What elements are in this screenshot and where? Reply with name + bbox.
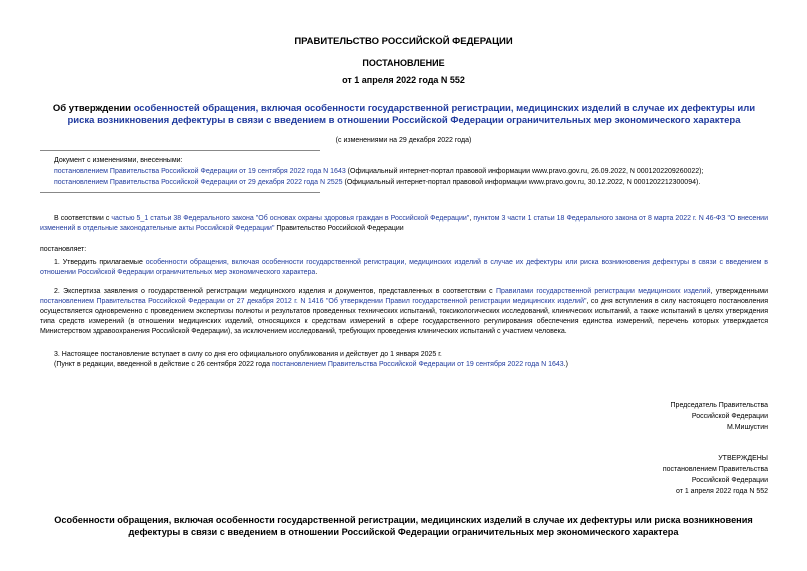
item-1-text-2: . (315, 269, 318, 276)
preamble-text-2: , (469, 215, 474, 222)
item-2-text-1: 2. Экспертиза заявления о государственной регистрации медицинского изделия и документов, представленных в соответствии с (54, 288, 496, 295)
amending-line-1 (54, 166, 774, 177)
item-1-link[interactable]: особенности обращения, включая особенности государственной регистрации, медицинских изделий в случае их дефектуры или риска возникновения дефектуры в связи с введением в отношении Российской Федерации ограничительных мер экономического характера (40, 259, 768, 276)
approval-line-4: от 1 апреля 2022 года N 552 (675, 488, 768, 495)
amending-documents-block (54, 155, 774, 188)
document-title (44, 103, 764, 127)
amending-link-1[interactable]: постановлением Правительства Российской Федерации от 19 сентября 2022 года N 1643 (54, 168, 346, 175)
item-2-link-1[interactable]: Правилами государственной регистрации медицинских изделий (495, 288, 711, 295)
signature-block (671, 400, 768, 433)
item-2-paragraph (40, 287, 768, 337)
document-date-number: от 1 апреля 2022 года N 552 (342, 75, 465, 85)
document-type: ПОСТАНОВЛЕНИЕ (362, 58, 445, 68)
amending-text-1: (Официальный интернет-портал правовой информации www.pravo.gov.ru, 26.09.2022, N 0001202209260022); (345, 168, 704, 175)
item-3-note-text-1: (Пункт в редакции, введенной в действие с 26 сентября 2022 года (54, 361, 272, 368)
item-2-text-3: , со дня вступления в силу настоящего постановления осуществляется одновременно с проведением экспертизы полноты и результатов проведенных технических испытаний, токсикологических исследований, клинических испытаний, а также испытаний в целях утверждения типа средств измерений (в отношении медицинских изделий, относящихся к средствам измерений в сфере государственного регулирования обеспечения единства измерений, перечень которых утверждается Министерством здравоохранения Российской Федерации), за исключением исследований, требующих проведения клинических испытаний с участием человека. (40, 298, 768, 335)
preamble-link-2[interactable]: пунктом 3 части 1 статьи 18 Федерального закона от 8 марта 2022 г. N 46-ФЗ "О внесении изменений в отдельные законодательные акты Российской Федерации" (40, 215, 769, 232)
top-rule (40, 150, 320, 151)
amending-heading: Документ с изменениями, внесенными: (54, 157, 183, 164)
preamble-text-1: В соответствии с (54, 215, 112, 222)
approval-line-3: Российской Федерации (691, 477, 768, 484)
item-3-note (40, 360, 768, 370)
amendment-note: (с изменениями на 29 декабря 2022 года) (335, 137, 472, 144)
preamble-text-3: Правительство Российской Федерации (274, 225, 404, 232)
item-3-note-text-2: .) (563, 361, 568, 368)
item-2-text-2: , утвержденными (710, 288, 769, 295)
signature-name: М.Мишустин (726, 424, 768, 431)
item-3-note-link[interactable]: постановлением Правительства Российской Федерации от 19 сентября 2022 года N 1643 (271, 361, 564, 368)
government-heading: ПРАВИТЕЛЬСТВО РОССИЙСКОЙ ФЕДЕРАЦИИ (294, 36, 513, 47)
approval-line-1: УТВЕРЖДЕНЫ (718, 455, 768, 462)
approval-block (663, 453, 768, 497)
approval-line-2: постановлением Правительства (662, 466, 768, 473)
item-2-link-2[interactable]: постановлением Правительства Российской Федерации от 27 декабря 2012 г. N 1416 "Об утверждении Правил государственной регистрации медицинских изделий" (40, 298, 587, 305)
amending-link-2[interactable]: постановлением Правительства Российской Федерации от 29 декабря 2022 года N 2525 (54, 179, 343, 186)
item-3-paragraph: 3. Настоящее постановление вступает в силу со дня его официального опубликования и действует до 1 января 2025 г. (54, 351, 442, 358)
preamble-link-1[interactable]: частью 5_1 статьи 38 Федерального закона "Об основах охраны здоровья граждан в Российской Федерации" (111, 215, 470, 222)
title-prefix: Об утверждении (52, 103, 134, 114)
preamble-paragraph (40, 214, 768, 234)
section-title: Особенности обращения, включая особенности государственной регистрации, медицинских изделий в случае их дефектуры или риска возникновения дефектуры в связи с введением в отношении Российской Федерации ограничительных мер экономического характера (54, 515, 753, 537)
signature-country: Российской Федерации (691, 413, 768, 420)
amending-text-2: (Официальный интернет-портал правовой информации www.pravo.gov.ru, 30.12.2022, N 0001202212300094). (342, 179, 701, 186)
item-1-text-1: 1. Утвердить прилагаемые (54, 259, 146, 266)
bottom-rule (40, 192, 320, 193)
title-link[interactable]: особенностей обращения, включая особенности государственной регистрации, медицинских изделий в случае их дефектуры или риска возникновения дефектуры в связи с введением в отношении Российской Федерации ограничительных мер экономического характера (67, 103, 756, 126)
amending-line-2 (54, 177, 774, 188)
signature-position: Председатель Правительства (670, 402, 768, 409)
item-1-paragraph (40, 258, 768, 278)
decides-line: постановляет: (40, 246, 87, 253)
